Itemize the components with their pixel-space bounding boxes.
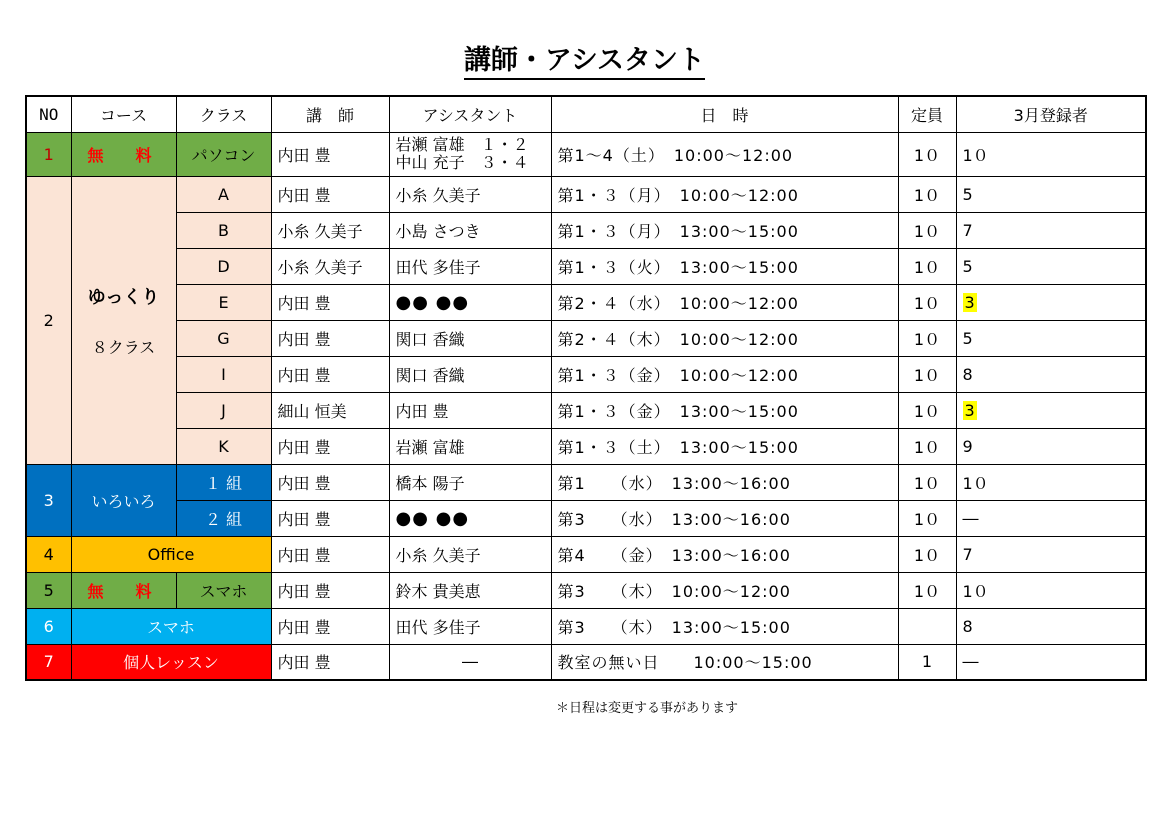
table-row (26, 132, 1146, 176)
row-no: 7 (26, 644, 71, 680)
teacher-cell: 内田 豊 (271, 320, 389, 356)
datetime-cell: 第4 （金） 13:00～16:00 (551, 536, 898, 572)
row-no: 5 (26, 572, 71, 608)
row-no: 4 (26, 536, 71, 572)
course-cell (71, 176, 176, 464)
teacher-cell: 細山 恒美 (271, 392, 389, 428)
datetime-cell: 第1・３（火） 13:00～15:00 (551, 248, 898, 284)
header-assistant: アシスタント (389, 96, 551, 132)
teacher-cell: 内田 豊 (271, 500, 389, 536)
header-class: クラス (176, 96, 271, 132)
teacher-cell: 内田 豊 (271, 132, 389, 176)
teacher-cell: 内田 豊 (271, 644, 389, 680)
assistant-cell: 関口 香織 (389, 356, 551, 392)
assistant-cell: 田代 多佳子 (389, 248, 551, 284)
datetime-cell: 第1～4（土） 10:00～12:00 (551, 132, 898, 176)
table-row (26, 536, 1146, 572)
header-teacher: 講 師 (271, 96, 389, 132)
datetime-cell: 第3 （木） 13:00～15:00 (551, 608, 898, 644)
datetime-cell: 第1・３（土） 13:00～15:00 (551, 428, 898, 464)
capacity-cell: 1０ (898, 132, 956, 176)
datetime-cell: 教室の無い日 10:00～15:00 (551, 644, 898, 680)
registered-cell: 8 (956, 608, 1146, 644)
class-cell: E (176, 284, 271, 320)
registered-cell: 7 (956, 212, 1146, 248)
teacher-cell: 内田 豊 (271, 608, 389, 644)
class-cell: I (176, 356, 271, 392)
capacity-cell: 1０ (898, 392, 956, 428)
table-row (26, 392, 1146, 428)
teacher-cell: 小糸 久美子 (271, 212, 389, 248)
row-no: 3 (26, 464, 71, 536)
teacher-cell: 小糸 久美子 (271, 248, 389, 284)
datetime-cell: 第1 （水） 13:00～16:00 (551, 464, 898, 500)
course-cell (71, 132, 176, 176)
datetime-cell: 第1・３（金） 13:00～15:00 (551, 392, 898, 428)
datetime-cell: 第2・４（木） 10:00～12:00 (551, 320, 898, 356)
registered-cell: 9 (956, 428, 1146, 464)
class-cell: １ 組 (176, 464, 271, 500)
row-no: 2 (26, 176, 71, 464)
course-sub: ８クラス (91, 337, 156, 357)
table-row (26, 572, 1146, 608)
registered-cell: 5 (956, 248, 1146, 284)
datetime-cell: 第1・３（月） 10:00～12:00 (551, 176, 898, 212)
assistant-cell: 小島 さつき (389, 212, 551, 248)
registered-cell: ― (956, 500, 1146, 536)
registered-cell: ― (956, 644, 1146, 680)
assistant-cell: 関口 香織 (389, 320, 551, 356)
teacher-cell: 内田 豊 (271, 176, 389, 212)
teacher-cell: 内田 豊 (271, 356, 389, 392)
assistant-cell: ― (389, 644, 551, 680)
class-cell: パソコン (176, 132, 271, 176)
capacity-cell: 1０ (898, 320, 956, 356)
page-title: 講師・アシスタント (0, 38, 1169, 77)
class-cell: J (176, 392, 271, 428)
datetime-cell: 第3 （木） 10:00～12:00 (551, 572, 898, 608)
assistant-cell: 小糸 久美子 (389, 536, 551, 572)
assistant-cell: 鈴木 貴美恵 (389, 572, 551, 608)
class-cell: A (176, 176, 271, 212)
table-row (26, 176, 1146, 212)
table-row (26, 428, 1146, 464)
header-course: コース (71, 96, 176, 132)
highlighted-count: 3 (964, 400, 975, 420)
capacity-cell: 1０ (898, 500, 956, 536)
capacity-cell: 1０ (898, 572, 956, 608)
table-row (26, 644, 1146, 680)
registered-cell: 1０ (956, 572, 1146, 608)
course-cell: Office (71, 536, 271, 572)
capacity-cell: 1 (898, 644, 956, 680)
class-cell: ２ 組 (176, 500, 271, 536)
class-cell: K (176, 428, 271, 464)
assistant-cell: 橋本 陽子 (389, 464, 551, 500)
course-label: 無 料 (87, 145, 160, 165)
class-cell: スマホ (176, 572, 271, 608)
capacity-cell: 1０ (898, 356, 956, 392)
registered-cell (956, 392, 1146, 428)
capacity-cell: 1０ (898, 464, 956, 500)
teacher-cell: 内田 豊 (271, 428, 389, 464)
row-no: 1 (26, 132, 71, 176)
registered-cell: 5 (956, 176, 1146, 212)
table-row (26, 212, 1146, 248)
course-label: ゆっくり (87, 286, 160, 308)
capacity-cell: 1０ (898, 176, 956, 212)
course-cell: 個人レッスン (71, 644, 271, 680)
datetime-cell: 第1・３（月） 13:00～15:00 (551, 212, 898, 248)
class-cell: B (176, 212, 271, 248)
table-row (26, 608, 1146, 644)
capacity-cell: 1０ (898, 284, 956, 320)
assistant-cell: 内田 豊 (389, 392, 551, 428)
datetime-cell: 第2・４（水） 10:00～12:00 (551, 284, 898, 320)
assistant-line: 岩瀬 富雄 １・２ (395, 135, 529, 154)
header-capacity: 定員 (898, 96, 956, 132)
header-row (26, 96, 1146, 132)
header-registered: 3月登録者 (956, 96, 1146, 132)
capacity-cell: 1０ (898, 428, 956, 464)
course-cell: いろいろ (71, 464, 176, 536)
course-cell (71, 572, 176, 608)
table-row (26, 500, 1146, 536)
header-no: NO (26, 96, 71, 132)
assistant-cell: ●● ●● (389, 284, 551, 320)
registered-cell: 1０ (956, 132, 1146, 176)
teacher-cell: 内田 豊 (271, 284, 389, 320)
header-datetime: 日 時 (551, 96, 898, 132)
capacity-cell: 1０ (898, 248, 956, 284)
class-cell: D (176, 248, 271, 284)
datetime-cell: 第3 （水） 13:00～16:00 (551, 500, 898, 536)
highlighted-count: 3 (964, 292, 975, 312)
assistant-line: 中山 充子 ３・４ (395, 153, 529, 172)
teacher-cell: 内田 豊 (271, 464, 389, 500)
registered-cell: 5 (956, 320, 1146, 356)
assistant-cell (389, 132, 551, 176)
table-row (26, 284, 1146, 320)
teacher-cell: 内田 豊 (271, 572, 389, 608)
assistant-cell: 小糸 久美子 (389, 176, 551, 212)
class-cell: G (176, 320, 271, 356)
assistant-cell: ●● ●● (389, 500, 551, 536)
assistant-cell: 岩瀬 富雄 (389, 428, 551, 464)
capacity-cell: 1０ (898, 212, 956, 248)
datetime-cell: 第1・３（金） 10:00～12:00 (551, 356, 898, 392)
course-cell: スマホ (71, 608, 271, 644)
schedule-note: ＊日程は変更する事があります (556, 701, 739, 716)
table-row (26, 356, 1146, 392)
capacity-cell: 1０ (898, 536, 956, 572)
registered-cell: 1０ (956, 464, 1146, 500)
registered-cell: 8 (956, 356, 1146, 392)
assistant-cell: 田代 多佳子 (389, 608, 551, 644)
table-row (26, 464, 1146, 500)
registered-cell: 7 (956, 536, 1146, 572)
row-no: 6 (26, 608, 71, 644)
table-row (26, 320, 1146, 356)
teacher-cell: 内田 豊 (271, 536, 389, 572)
schedule-table (25, 95, 1147, 681)
course-label: 無 料 (87, 581, 160, 601)
registered-cell (956, 284, 1146, 320)
capacity-cell (898, 608, 956, 644)
table-row (26, 248, 1146, 284)
